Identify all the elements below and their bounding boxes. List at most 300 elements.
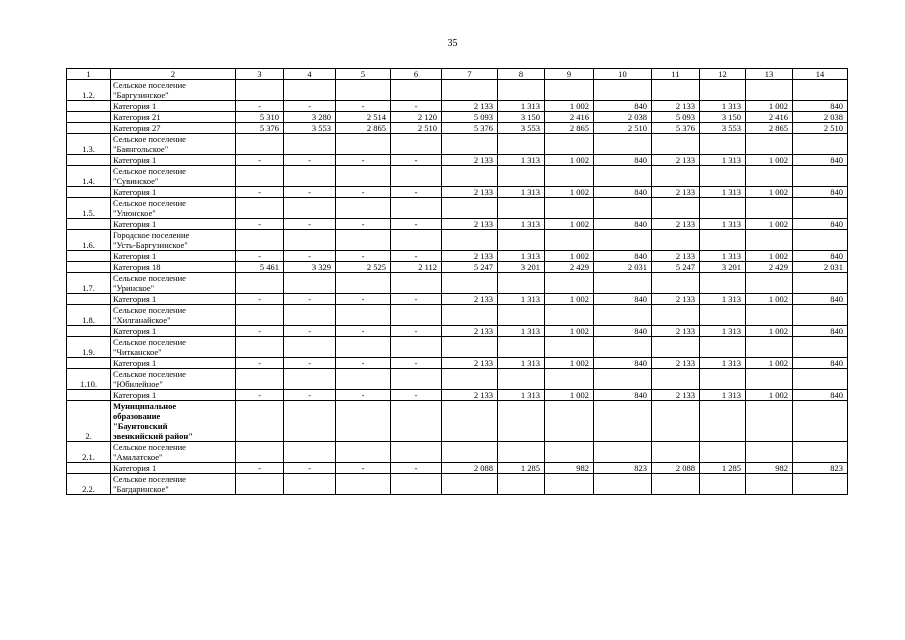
table-row bbox=[67, 326, 848, 337]
settlement-row bbox=[67, 442, 848, 463]
empty-cell bbox=[284, 198, 336, 219]
empty-cell bbox=[545, 80, 594, 101]
value-cell: - bbox=[284, 326, 336, 337]
value-cell: 982 bbox=[545, 463, 594, 474]
value-cell: 2 865 bbox=[746, 123, 793, 134]
name-line: Сельское поселение bbox=[113, 442, 186, 452]
empty-cell bbox=[793, 230, 848, 251]
empty-cell bbox=[652, 198, 700, 219]
value-cell: 2 510 bbox=[594, 123, 652, 134]
name-line: "Баргузинское" bbox=[113, 90, 169, 100]
value-cell: 840 bbox=[594, 390, 652, 401]
empty-cell bbox=[336, 198, 391, 219]
empty-cell bbox=[700, 401, 746, 442]
municipality-row bbox=[67, 401, 848, 442]
value-cell: 3 201 bbox=[700, 262, 746, 273]
empty-cell bbox=[652, 166, 700, 187]
value-cell: 1 313 bbox=[700, 294, 746, 305]
value-cell: 2 133 bbox=[652, 155, 700, 166]
value-cell: 2 133 bbox=[652, 390, 700, 401]
value-cell: 2 429 bbox=[545, 262, 594, 273]
value-cell: 840 bbox=[594, 358, 652, 369]
empty-cell bbox=[793, 401, 848, 442]
value-cell: 3 280 bbox=[284, 112, 336, 123]
value-cell: 2 133 bbox=[652, 101, 700, 112]
empty-cell bbox=[284, 80, 336, 101]
empty-cell bbox=[442, 134, 498, 155]
value-cell: 840 bbox=[793, 251, 848, 262]
category-name: Категория 21 bbox=[111, 112, 236, 123]
empty-cell bbox=[336, 305, 391, 326]
table-row bbox=[67, 187, 848, 198]
empty-cell bbox=[498, 273, 545, 294]
settlement-name bbox=[111, 198, 236, 219]
column-number: 8 bbox=[498, 69, 545, 80]
name-line: "Амалатское" bbox=[113, 452, 163, 462]
empty-cell bbox=[700, 442, 746, 463]
row-code: 2.1. bbox=[67, 442, 111, 463]
empty-cell bbox=[284, 230, 336, 251]
row-code: 1.5. bbox=[67, 198, 111, 219]
value-cell: 1 313 bbox=[700, 155, 746, 166]
settlement-name bbox=[111, 337, 236, 358]
value-cell: 840 bbox=[594, 219, 652, 230]
row-code: 1.9. bbox=[67, 337, 111, 358]
table-row bbox=[67, 155, 848, 166]
empty-cell bbox=[284, 166, 336, 187]
value-cell: - bbox=[236, 251, 284, 262]
name-line: "Сувинское" bbox=[113, 176, 159, 186]
page-number: 35 bbox=[447, 38, 458, 49]
value-cell: 2 133 bbox=[442, 187, 498, 198]
value-cell: - bbox=[391, 101, 442, 112]
value-cell: - bbox=[336, 251, 391, 262]
value-cell: 1 002 bbox=[746, 358, 793, 369]
row-code-cell bbox=[67, 187, 111, 198]
value-cell: 3 553 bbox=[498, 123, 545, 134]
value-cell: - bbox=[284, 219, 336, 230]
value-cell: 1 002 bbox=[746, 251, 793, 262]
value-cell: - bbox=[236, 155, 284, 166]
value-cell: 840 bbox=[594, 155, 652, 166]
value-cell: 2 133 bbox=[652, 326, 700, 337]
empty-cell bbox=[594, 80, 652, 101]
empty-cell bbox=[594, 230, 652, 251]
empty-cell bbox=[793, 369, 848, 390]
value-cell: 2 510 bbox=[793, 123, 848, 134]
empty-cell bbox=[236, 80, 284, 101]
settlement-name bbox=[111, 442, 236, 463]
value-cell: 3 150 bbox=[700, 112, 746, 123]
empty-cell bbox=[746, 80, 793, 101]
name-line: Сельское поселение bbox=[113, 273, 186, 283]
category-name: Категория 1 bbox=[111, 187, 236, 198]
value-cell: 2 429 bbox=[746, 262, 793, 273]
value-cell: 840 bbox=[594, 294, 652, 305]
category-name: Категория 27 bbox=[111, 123, 236, 134]
empty-cell bbox=[391, 442, 442, 463]
column-number: 4 bbox=[284, 69, 336, 80]
empty-cell bbox=[793, 337, 848, 358]
row-code: 1.3. bbox=[67, 134, 111, 155]
settlement-name bbox=[111, 474, 236, 495]
value-cell: 1 313 bbox=[498, 187, 545, 198]
empty-cell bbox=[498, 230, 545, 251]
value-cell: 5 376 bbox=[652, 123, 700, 134]
value-cell: 1 002 bbox=[746, 390, 793, 401]
empty-cell bbox=[442, 198, 498, 219]
value-cell: 1 313 bbox=[498, 155, 545, 166]
empty-cell bbox=[594, 305, 652, 326]
value-cell: 3 150 bbox=[498, 112, 545, 123]
value-cell: 1 313 bbox=[498, 326, 545, 337]
value-cell: 2 031 bbox=[594, 262, 652, 273]
row-code-cell bbox=[67, 219, 111, 230]
row-code-cell bbox=[67, 326, 111, 337]
empty-cell bbox=[284, 337, 336, 358]
value-cell: - bbox=[391, 219, 442, 230]
empty-cell bbox=[498, 80, 545, 101]
name-line: Сельское поселение bbox=[113, 337, 186, 347]
value-cell: - bbox=[284, 155, 336, 166]
empty-cell bbox=[746, 474, 793, 495]
empty-cell bbox=[442, 273, 498, 294]
value-cell: - bbox=[336, 155, 391, 166]
empty-cell bbox=[793, 305, 848, 326]
name-line: "Баунтовский bbox=[113, 421, 168, 431]
settlement-row bbox=[67, 474, 848, 495]
value-cell: 2 133 bbox=[442, 326, 498, 337]
empty-cell bbox=[236, 166, 284, 187]
value-cell: 2 514 bbox=[336, 112, 391, 123]
value-cell: 1 002 bbox=[545, 219, 594, 230]
value-cell: 1 313 bbox=[498, 251, 545, 262]
row-code: 1.8. bbox=[67, 305, 111, 326]
table-row bbox=[67, 101, 848, 112]
category-name: Категория 1 bbox=[111, 294, 236, 305]
table-row bbox=[67, 294, 848, 305]
name-line: "Багдаринское" bbox=[113, 484, 169, 494]
value-cell: 3 329 bbox=[284, 262, 336, 273]
empty-cell bbox=[236, 273, 284, 294]
row-code-cell bbox=[67, 101, 111, 112]
column-number: 3 bbox=[236, 69, 284, 80]
empty-cell bbox=[594, 134, 652, 155]
category-name: Категория 1 bbox=[111, 358, 236, 369]
empty-cell bbox=[545, 230, 594, 251]
value-cell: - bbox=[236, 101, 284, 112]
value-cell: - bbox=[391, 251, 442, 262]
settlement-name bbox=[111, 230, 236, 251]
empty-cell bbox=[594, 369, 652, 390]
column-number: 7 bbox=[442, 69, 498, 80]
table-row bbox=[67, 123, 848, 134]
name-line: Городское поселение bbox=[113, 230, 190, 240]
empty-cell bbox=[336, 166, 391, 187]
empty-cell bbox=[793, 198, 848, 219]
value-cell: - bbox=[391, 155, 442, 166]
empty-cell bbox=[793, 442, 848, 463]
empty-cell bbox=[236, 474, 284, 495]
value-cell: - bbox=[284, 101, 336, 112]
value-cell: 840 bbox=[793, 358, 848, 369]
category-name: Категория 1 bbox=[111, 326, 236, 337]
value-cell: 840 bbox=[793, 326, 848, 337]
name-line: "Баянгольское" bbox=[113, 144, 169, 154]
empty-cell bbox=[652, 442, 700, 463]
name-line: Сельское поселение bbox=[113, 198, 186, 208]
settlement-row bbox=[67, 273, 848, 294]
value-cell: - bbox=[336, 294, 391, 305]
empty-cell bbox=[284, 442, 336, 463]
empty-cell bbox=[442, 230, 498, 251]
category-name: Категория 1 bbox=[111, 219, 236, 230]
value-cell: - bbox=[336, 219, 391, 230]
value-cell: - bbox=[236, 358, 284, 369]
value-cell: 840 bbox=[594, 101, 652, 112]
empty-cell bbox=[793, 273, 848, 294]
settlement-name bbox=[111, 166, 236, 187]
name-line: Сельское поселение bbox=[113, 134, 186, 144]
value-cell: 840 bbox=[793, 390, 848, 401]
empty-cell bbox=[391, 230, 442, 251]
settlement-name bbox=[111, 401, 236, 442]
category-name: Категория 1 bbox=[111, 101, 236, 112]
row-code-cell bbox=[67, 358, 111, 369]
row-code: 1.4. bbox=[67, 166, 111, 187]
empty-cell bbox=[284, 401, 336, 442]
empty-cell bbox=[442, 305, 498, 326]
value-cell: 1 002 bbox=[545, 326, 594, 337]
settlement-row bbox=[67, 166, 848, 187]
empty-cell bbox=[498, 198, 545, 219]
value-cell: 2 112 bbox=[391, 262, 442, 273]
value-cell: 2 525 bbox=[336, 262, 391, 273]
value-cell: - bbox=[391, 390, 442, 401]
value-cell: 3 201 bbox=[498, 262, 545, 273]
row-code: 1.7. bbox=[67, 273, 111, 294]
name-line: Сельское поселение bbox=[113, 80, 186, 90]
table-row bbox=[67, 112, 848, 123]
value-cell: 1 002 bbox=[545, 358, 594, 369]
value-cell: - bbox=[236, 294, 284, 305]
table-row bbox=[67, 262, 848, 273]
value-cell: - bbox=[336, 101, 391, 112]
value-cell: 2 038 bbox=[793, 112, 848, 123]
empty-cell bbox=[746, 401, 793, 442]
value-cell: 1 285 bbox=[700, 463, 746, 474]
empty-cell bbox=[793, 474, 848, 495]
empty-cell bbox=[652, 80, 700, 101]
empty-cell bbox=[594, 166, 652, 187]
value-cell: 1 002 bbox=[746, 294, 793, 305]
settlement-name bbox=[111, 369, 236, 390]
value-cell: 2 133 bbox=[442, 251, 498, 262]
empty-cell bbox=[498, 474, 545, 495]
empty-cell bbox=[545, 442, 594, 463]
empty-cell bbox=[545, 134, 594, 155]
column-number: 2 bbox=[111, 69, 236, 80]
value-cell: 1 313 bbox=[498, 219, 545, 230]
value-cell: 2 038 bbox=[594, 112, 652, 123]
value-cell: 1 002 bbox=[545, 390, 594, 401]
empty-cell bbox=[336, 134, 391, 155]
empty-cell bbox=[336, 401, 391, 442]
name-line: Сельское поселение bbox=[113, 166, 186, 176]
settlement-row bbox=[67, 369, 848, 390]
row-code: 2. bbox=[67, 401, 111, 442]
row-code-cell bbox=[67, 294, 111, 305]
settlement-name bbox=[111, 273, 236, 294]
row-code-cell bbox=[67, 251, 111, 262]
empty-cell bbox=[594, 442, 652, 463]
value-cell: 1 313 bbox=[498, 390, 545, 401]
value-cell: 1 002 bbox=[545, 251, 594, 262]
column-number: 10 bbox=[594, 69, 652, 80]
empty-cell bbox=[236, 442, 284, 463]
name-line: "Уринское" bbox=[113, 283, 155, 293]
value-cell: 5 376 bbox=[236, 123, 284, 134]
value-cell: 1 002 bbox=[746, 155, 793, 166]
value-cell: - bbox=[391, 463, 442, 474]
value-cell: 2 120 bbox=[391, 112, 442, 123]
table-row bbox=[67, 358, 848, 369]
value-cell: 2 133 bbox=[442, 101, 498, 112]
empty-cell bbox=[336, 230, 391, 251]
empty-cell bbox=[545, 337, 594, 358]
name-line: Сельское поселение bbox=[113, 474, 186, 484]
empty-cell bbox=[652, 369, 700, 390]
empty-cell bbox=[545, 369, 594, 390]
value-cell: - bbox=[336, 358, 391, 369]
name-line: "Юбилейное" bbox=[113, 379, 163, 389]
empty-cell bbox=[336, 337, 391, 358]
value-cell: - bbox=[236, 219, 284, 230]
value-cell: 1 285 bbox=[498, 463, 545, 474]
value-cell: 2 865 bbox=[545, 123, 594, 134]
header-row bbox=[67, 69, 848, 80]
empty-cell bbox=[700, 305, 746, 326]
value-cell: 1 002 bbox=[746, 101, 793, 112]
empty-cell bbox=[391, 80, 442, 101]
value-cell: 5 310 bbox=[236, 112, 284, 123]
value-cell: 2 133 bbox=[652, 251, 700, 262]
name-line: "Усть-Баргузинское" bbox=[113, 240, 188, 250]
column-number: 11 bbox=[652, 69, 700, 80]
settlement-name bbox=[111, 305, 236, 326]
value-cell: 1 313 bbox=[700, 187, 746, 198]
name-line: "Читканское" bbox=[113, 347, 162, 357]
empty-cell bbox=[793, 134, 848, 155]
value-cell: 1 313 bbox=[700, 219, 746, 230]
table-row bbox=[67, 463, 848, 474]
row-code: 1.2. bbox=[67, 80, 111, 101]
value-cell: 2 133 bbox=[652, 358, 700, 369]
empty-cell bbox=[746, 305, 793, 326]
column-number: 1 bbox=[67, 69, 111, 80]
category-name: Категория 1 bbox=[111, 251, 236, 262]
empty-cell bbox=[284, 305, 336, 326]
value-cell: 840 bbox=[594, 187, 652, 198]
value-cell: 840 bbox=[594, 326, 652, 337]
empty-cell bbox=[236, 134, 284, 155]
value-cell: 2 133 bbox=[652, 294, 700, 305]
empty-cell bbox=[442, 401, 498, 442]
empty-cell bbox=[442, 80, 498, 101]
value-cell: 2 133 bbox=[442, 294, 498, 305]
settlement-row bbox=[67, 337, 848, 358]
value-cell: - bbox=[336, 463, 391, 474]
value-cell: 1 313 bbox=[498, 101, 545, 112]
empty-cell bbox=[391, 401, 442, 442]
empty-cell bbox=[336, 80, 391, 101]
value-cell: 2 133 bbox=[442, 390, 498, 401]
empty-cell bbox=[594, 273, 652, 294]
table-row bbox=[67, 251, 848, 262]
settlement-row bbox=[67, 80, 848, 101]
value-cell: 840 bbox=[793, 187, 848, 198]
value-cell: 1 313 bbox=[498, 294, 545, 305]
value-cell: 823 bbox=[594, 463, 652, 474]
empty-cell bbox=[652, 337, 700, 358]
empty-cell bbox=[336, 273, 391, 294]
row-code-cell bbox=[67, 123, 111, 134]
empty-cell bbox=[700, 337, 746, 358]
empty-cell bbox=[236, 369, 284, 390]
value-cell: 2 133 bbox=[442, 219, 498, 230]
empty-cell bbox=[746, 273, 793, 294]
name-line: Муниципальное bbox=[113, 401, 177, 411]
value-cell: 1 002 bbox=[746, 219, 793, 230]
column-number: 5 bbox=[336, 69, 391, 80]
value-cell: 2 133 bbox=[442, 358, 498, 369]
value-cell: 5 247 bbox=[652, 262, 700, 273]
value-cell: 2 133 bbox=[652, 187, 700, 198]
row-code-cell bbox=[67, 112, 111, 123]
empty-cell bbox=[442, 166, 498, 187]
empty-cell bbox=[594, 401, 652, 442]
value-cell: - bbox=[391, 294, 442, 305]
empty-cell bbox=[236, 230, 284, 251]
row-code: 2.2. bbox=[67, 474, 111, 495]
name-line: Сельское поселение bbox=[113, 369, 186, 379]
empty-cell bbox=[746, 442, 793, 463]
value-cell: - bbox=[391, 187, 442, 198]
empty-cell bbox=[652, 230, 700, 251]
value-cell: 2 416 bbox=[545, 112, 594, 123]
empty-cell bbox=[336, 369, 391, 390]
value-cell: 2 416 bbox=[746, 112, 793, 123]
empty-cell bbox=[284, 474, 336, 495]
settlement-name bbox=[111, 80, 236, 101]
column-number: 6 bbox=[391, 69, 442, 80]
settlement-name bbox=[111, 134, 236, 155]
value-cell: - bbox=[284, 251, 336, 262]
empty-cell bbox=[594, 474, 652, 495]
empty-cell bbox=[746, 337, 793, 358]
empty-cell bbox=[700, 198, 746, 219]
value-cell: 5 093 bbox=[442, 112, 498, 123]
empty-cell bbox=[391, 305, 442, 326]
value-cell: - bbox=[284, 187, 336, 198]
value-cell: 2 088 bbox=[442, 463, 498, 474]
empty-cell bbox=[545, 273, 594, 294]
name-line: эвенкийский район" bbox=[113, 431, 193, 441]
empty-cell bbox=[442, 442, 498, 463]
empty-cell bbox=[700, 166, 746, 187]
row-code-cell bbox=[67, 390, 111, 401]
column-number: 14 bbox=[793, 69, 848, 80]
